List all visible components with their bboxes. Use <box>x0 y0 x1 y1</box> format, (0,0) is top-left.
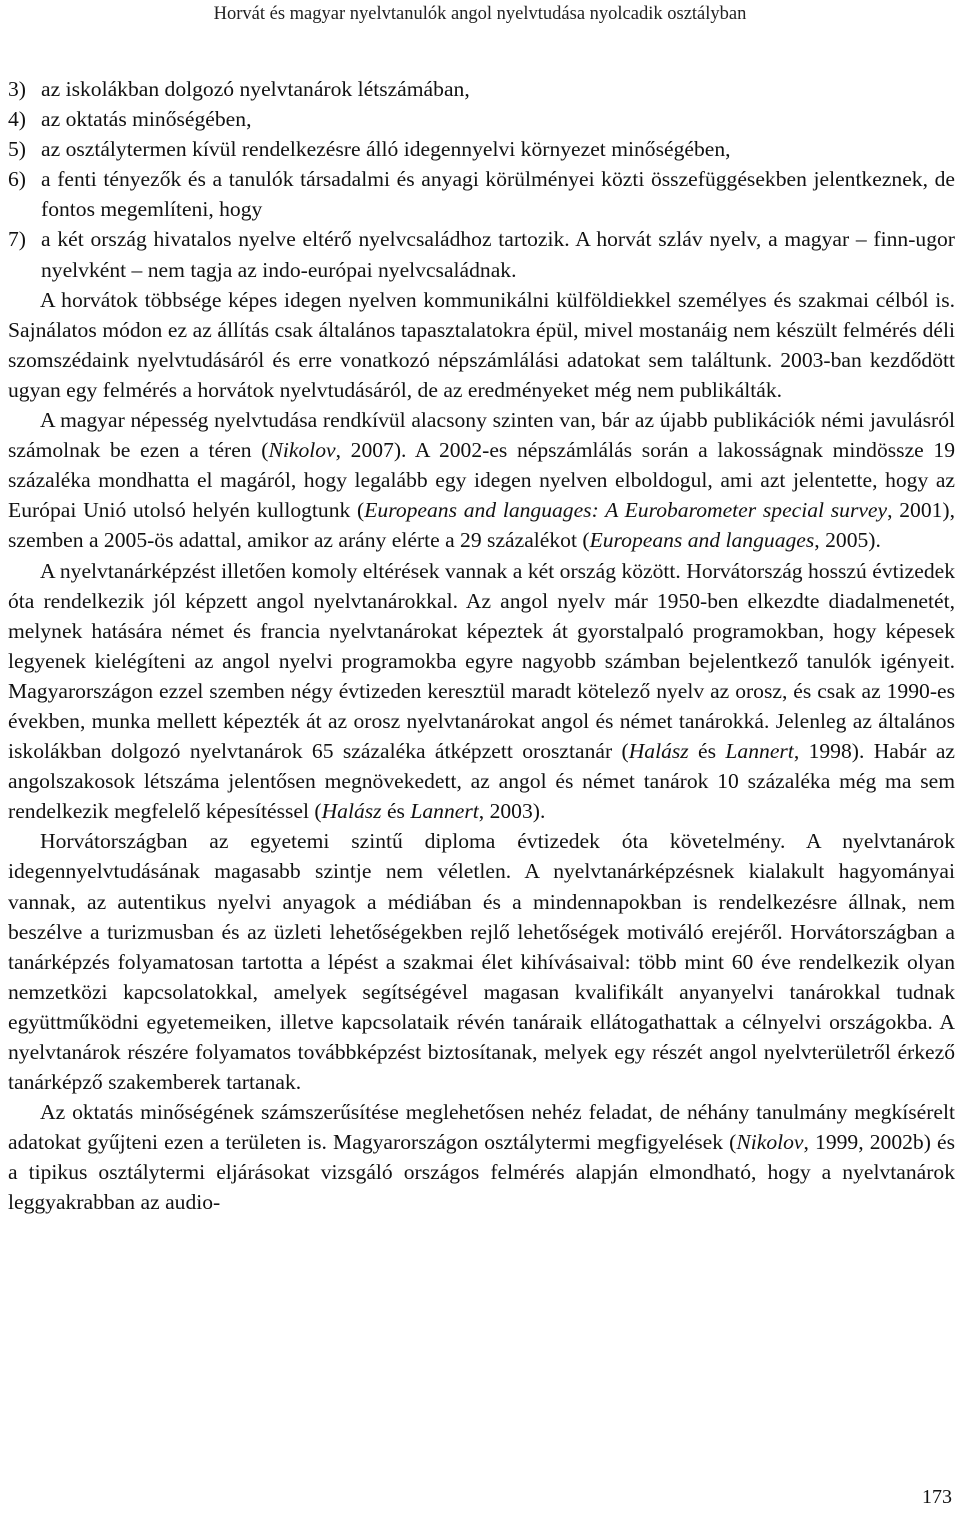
list-item-number: 7) <box>8 227 26 252</box>
running-header: Horvát és magyar nyelvtanulók angol nyelvtudása nyolcadik osztályban <box>213 4 747 24</box>
paragraph: A magyar népesség nyelvtudása rendkívül alacsony szinten van, bár az újabb publikációk némi javulásról számolnak be ezen a téren (Nikolov, 2007). A 2002-es népszámlálás során a lakosságnak mindössze 19 százaléka mondhatta el magáról, hogy legalább egy idegen nyelven elboldogul, ami azt jelentette, hogy az Európai Unió utolsó helyén kullogtunk (Europeans and languages: A Eurobarometer special survey, 2001), szemben a 2005-ös adattal, amikor az arány elérte a 29 százalékot (Europeans and languages, 2005). <box>8 408 955 553</box>
list-item <box>8 104 955 134</box>
page-number: 173 <box>922 1486 952 1508</box>
citation-italic: Nikolov <box>736 1130 804 1155</box>
list-item-text: az osztálytermen kívül rendelkezésre álló idegennyelvi környezet minőségében, <box>41 137 731 162</box>
list-item-text: a két ország hivatalos nyelve eltérő nyelvcsaládhoz tartozik. A horvát szláv nyelv, a magyar – finn-ugor nyelvként – nem tagja az indo-európai nyelvcsaládnak. <box>41 227 955 282</box>
citation-italic: Lannert <box>410 799 479 824</box>
citation-italic: Europeans and languages: A Eurobarometer special survey <box>364 498 888 523</box>
list-item-number: 3) <box>8 77 26 101</box>
numbered-list <box>8 74 955 285</box>
citation-italic: Europeans and languages <box>589 528 815 553</box>
body-paragraphs <box>8 285 955 1218</box>
list-item-text: a fenti tényezők és a tanulók társadalmi és anyagi körülményei közti összefüggésekben jelentkeznek, de fontos megemlíteni, hogy <box>41 167 955 222</box>
citation-italic: Halász <box>628 739 689 764</box>
list-item-number: 6) <box>8 167 26 192</box>
citation-italic: Lannert <box>725 739 794 764</box>
list-item <box>8 134 955 164</box>
list-item <box>8 74 955 104</box>
paragraph: A horvátok többsége képes idegen nyelven kommunikálni külföldiekkel személyes és szakmai célból is. Sajnálatos módon ez az állítás csak általános tapasztalatokra épül, mivel mostanáig nem készült felmérés déli szomszédaink nyelvtudásáról és erre vonatkozó népszámlálási adatokat sem találtunk. 2003-ban kezdődött ugyan egy felmérés a horvátok nyelvtudásáról, de az eredményeket még nem publikálták. <box>8 287 955 402</box>
list-item-text: az oktatás minőségében, <box>41 107 252 132</box>
list-item <box>8 164 955 224</box>
list-item <box>8 224 955 284</box>
citation-italic: Nikolov <box>268 438 336 463</box>
list-item-number: 4) <box>8 107 26 132</box>
page-body <box>8 74 955 1218</box>
citation-italic: Halász <box>321 799 382 824</box>
paragraph: Az oktatás minőségének számszerűsítése meglehetősen nehéz feladat, de néhány tanulmány megkísérelt adatokat gyűjteni ezen a területen is. Magyarországon osztálytermi megfigyelések (Nikolov, 1999, 2002b) és a tipikus osztálytermi eljárásokat vizsgáló országos felmérés alapján elmondható, hogy a nyelvtanárok leggyakrabban az audio- <box>8 1100 955 1215</box>
list-item-number: 5) <box>8 137 26 162</box>
paragraph: Horvátországban az egyetemi szintű diploma évtizedek óta követelmény. A nyelvtanárok idegennyelvtudásának magasabb szintje nem véletlen. A nyelvtanárképzésnek kialakult hagyományai vannak, az autentikus nyelvi anyagok a médiában és a mindennapokban is rendelkezésre állnak, nem beszélve a turizmusban és az üzleti lehetőségekben rejlő lehetőségek motiváló erejéről. Horvátországban a tanárképzés folyamatosan tartotta a lépést a szakmai élet kihívásaival: több mint 60 éve rendelkezik olyan nemzetközi kapcsolatokkal, amelyek segítségével magasan kvalifikált anyanyelvi tanárokkal tudnak együttműködni egyetemeiken, illetve kapcsolataik révén tanáraik ellátogathattak a célnyelvi országokba. A nyelvtanárok részére folyamatos továbbképzést biztosítanak, melyek egy részét angol nyelvterületről érkező tanárképző szakemberek tartanak. <box>8 829 955 1095</box>
paragraph: A nyelvtanárképzést illetően komoly eltérések vannak a két ország között. Horvátország hosszú évtizedek óta rendelkezik jól képzett angol nyelvtanárokkal. Az angol nyelv már 1950-ben elkezdte diadalmenetét, melynek hatására német és francia nyelvtanárokat képeztek át gyorstalpaló programokban, hogy képesek legyenek kielégíteni az angol nyelvi programokba egyre nagyobb számban bejelentkező tanulók igényeit. Magyarországon ezzel szemben négy évtizeden keresztül maradt kötelező nyelv az orosz, és csak az 1990-es években, munka mellett képezték át az orosz nyelvtanárokat angol és német tanárokká. Jelenleg az általános iskolákban dolgozó nyelvtanárok 65 százaléka átképzett orosztanár (Halász és Lannert, 1998). Habár az angolszakosok létszáma jelentősen megnövekedett, az angol és német tanárok 10 százaléka még ma sem rendelkezik megfelelő képesítéssel (Halász és Lannert, 2003). <box>8 558 955 824</box>
list-item-text: az iskolákban dolgozó nyelvtanárok létszámában, <box>41 77 470 101</box>
